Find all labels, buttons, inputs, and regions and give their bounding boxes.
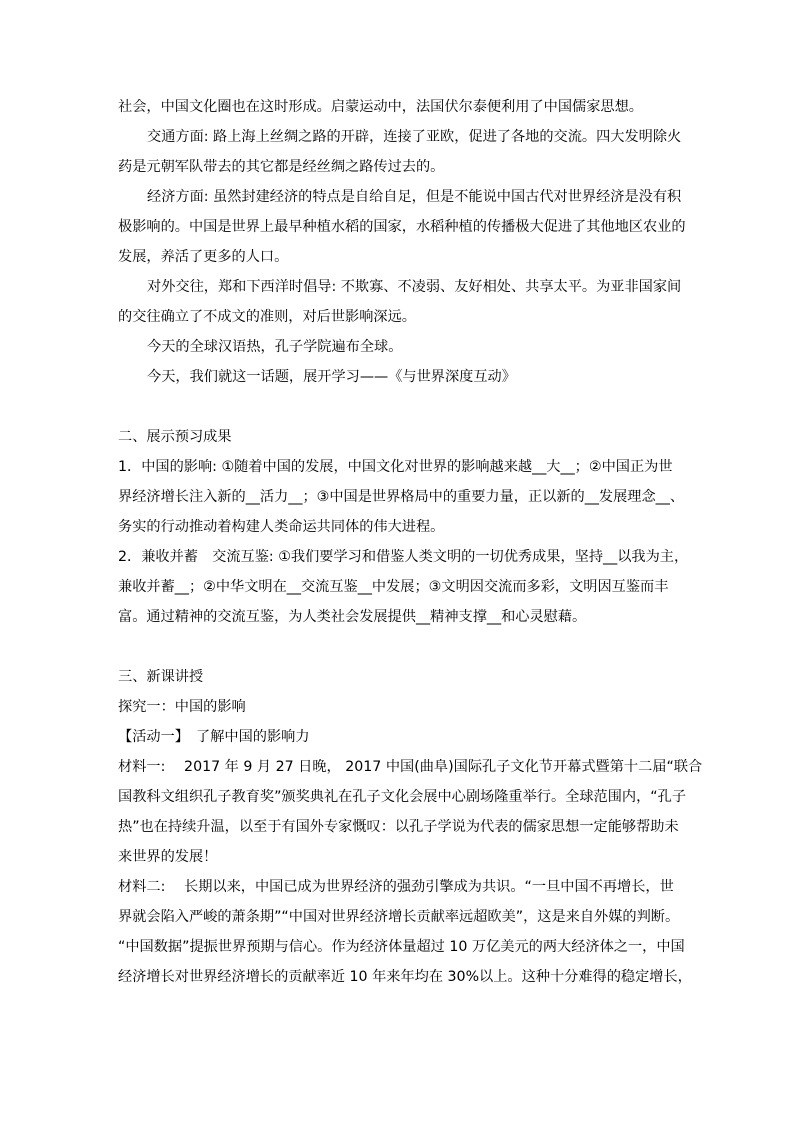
- text-line: 对外交往，郑和下西洋时倡导: 不欺寡、不凌弱、友好相处、共享太平。为亚非国家间: [147, 279, 682, 295]
- text-line: 极影响的。中国是世界上最早种植水稻的国家，水稻种植的传播极大促进了其他地区农业的: [118, 219, 686, 235]
- text-line: 热”也在持续升温，以至于有国外专家慨叹：以孔子学说为代表的儒家思想一定能够帮助未: [118, 819, 679, 835]
- section-heading: 二、展示预习成果: [118, 429, 232, 445]
- text-line: 交通方面: 路上海上丝绸之路的开辟，连接了亚欧，促进了各地的交流。四大发明除火: [147, 129, 682, 145]
- text-line: 的交往确立了不成文的准则，对后世影响深远。: [118, 309, 416, 325]
- text-line: 来世界的发展！: [118, 849, 218, 865]
- text-line: 社会，中国文化圈也在这时形成。启蒙运动中，法国伏尔泰便利用了中国儒家思想。: [118, 99, 643, 115]
- text-line: 发展，养活了更多的人口。: [118, 249, 289, 265]
- blank-line: [118, 397, 684, 417]
- document-page: [118, 97, 703, 997]
- text-line: 兼收并蓄__；②中华文明在__交流互鉴__中发展；③文明因交流而多彩，文明因互鉴而丰: [118, 579, 669, 595]
- text-line: 界就会陷入严峻的萧条期”“中国对世界经济增长贡献率远超欧美”，这是来自外媒的判断。: [118, 909, 680, 925]
- activity-heading: 【活动一】 了解中国的影响力: [118, 729, 310, 745]
- text-line: 国教科文组织孔子教育奖”颁奖典礼在孔子文化会展中心剧场隆重举行。全球范围内，“孔子: [118, 789, 687, 805]
- text-line: 今天，我们就这一话题，展开学习——《与世界深度互动》: [147, 369, 516, 385]
- section-heading: 三、新课讲授: [118, 669, 204, 685]
- text-line: 经济方面: 虽然封建经济的特点是自给自足，但是不能说中国古代对世界经济是没有积: [147, 189, 682, 205]
- text-line: 界经济增长注入新的__活力__；③中国是世界格局中的重要力量，正以新的__发展理念__、: [118, 489, 685, 505]
- subsection-heading: 探究一：中国的影响: [118, 699, 246, 715]
- text-line: 务实的行动推动着构建人类命运共同体的伟大进程。: [118, 519, 445, 535]
- text-line: 药是元朝军队带去的其它都是经丝绸之路传过去的。: [118, 159, 445, 175]
- text-line: 材料一: 2017 年 9 月 27 日晚， 2017 中国(曲阜)国际孔子文化节开幕式暨第十二届“联合: [118, 759, 703, 775]
- text-line: 经济增长对世界经济增长的贡献率近 10 年来年均在 30%以上。这种十分难得的稳定增长，: [118, 969, 692, 985]
- blank-line: [118, 637, 684, 657]
- text-line: 2．兼收并蓄 交流互鉴: ①我们要学习和借鉴人类文明的一切优秀成果，坚持__以我为主，: [118, 549, 689, 565]
- text-line: 材料二: 长期以来，中国已成为世界经济的强劲引擎成为共识。“一旦中国不再增长，世: [118, 879, 674, 895]
- text-line: “中国数据”提振世界预期与信心。作为经济体量超过 10 万亿美元的两大经济体之一，中国: [118, 939, 685, 955]
- text-line: 富。通过精神的交流互鉴，为人类社会发展提供__精神支撑__和心灵慰藉。: [118, 609, 587, 625]
- text-line: 1．中国的影响: ①随着中国的发展，中国文化对世界的影响越来越__大__；②中国正为世: [118, 459, 673, 475]
- text-line: 今天的全球汉语热，孔子学院遍布全球。: [147, 339, 403, 355]
